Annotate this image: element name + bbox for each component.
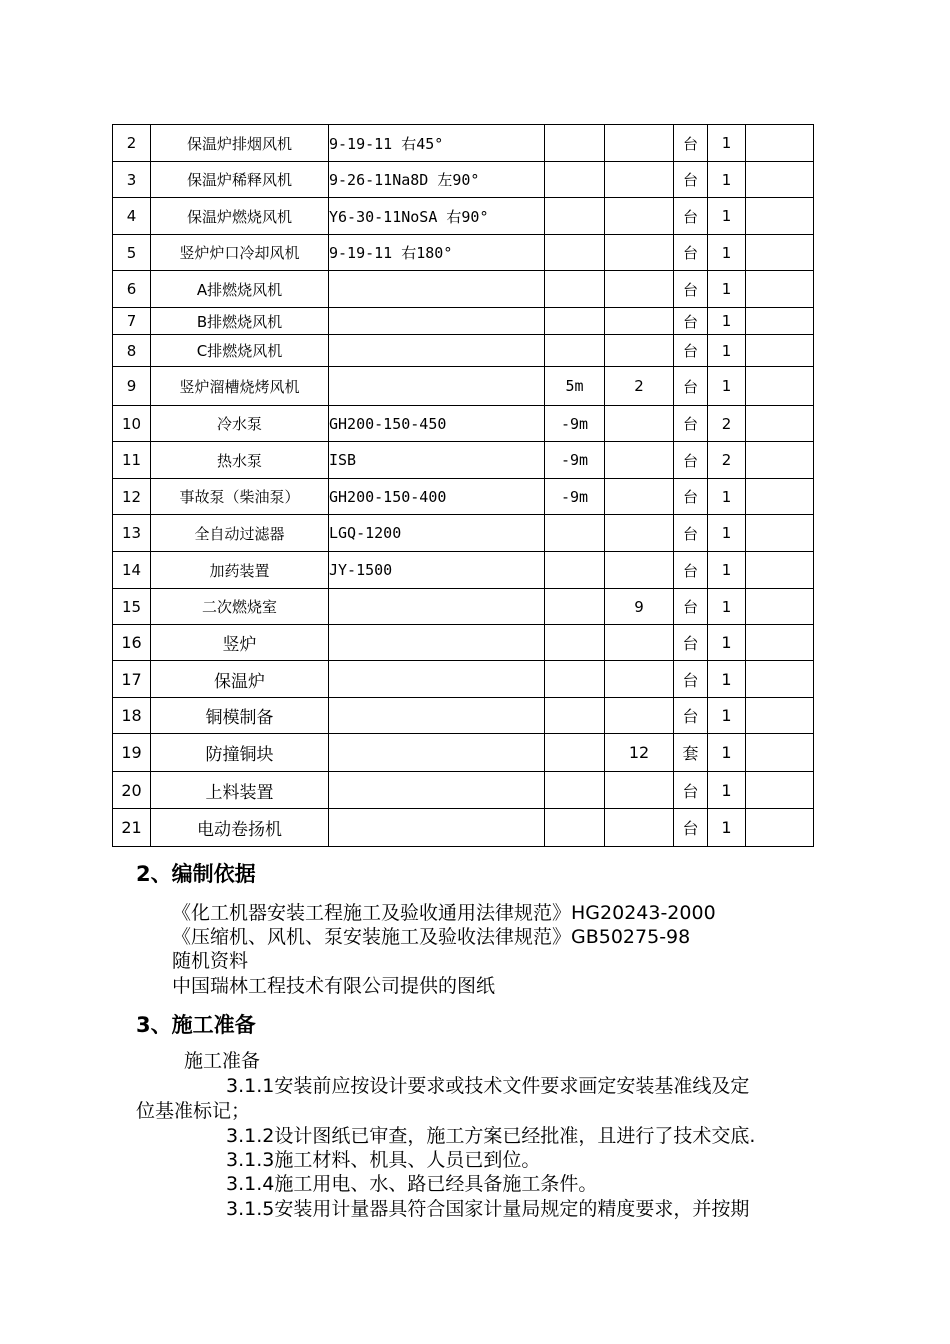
model-spec-cell: GH200-150-450 [329, 406, 545, 442]
unit-cell: 台 [674, 335, 708, 367]
remarks-cell [746, 589, 814, 625]
unit-cell: 台 [674, 367, 708, 406]
quantity-cell: 1 [708, 809, 746, 847]
quantity-cell: 1 [708, 589, 746, 625]
equipment-name-cell: 事故泵（柴油泵） [151, 479, 329, 515]
table-row [113, 235, 814, 271]
row-number-cell: 21 [113, 809, 151, 847]
table-row [113, 406, 814, 442]
unit-cell: 台 [674, 198, 708, 235]
prep-item-3-1-1-cont: 位基准标记； [136, 1100, 251, 1122]
weight-cell [605, 552, 674, 589]
weight-cell [605, 308, 674, 335]
row-number-cell: 14 [113, 552, 151, 589]
table-row [113, 335, 814, 367]
unit-cell: 台 [674, 125, 708, 162]
row-number-cell: 17 [113, 661, 151, 698]
row-number-cell: 10 [113, 406, 151, 442]
row-number-cell: 5 [113, 235, 151, 271]
model-spec-cell [329, 271, 545, 308]
unit-cell: 台 [674, 698, 708, 734]
section-3-subheading: 施工准备 [184, 1050, 261, 1072]
equipment-name-cell: A排燃烧风机 [151, 271, 329, 308]
weight-cell [605, 335, 674, 367]
equipment-name-cell: 竖炉 [151, 625, 329, 661]
model-spec-cell: 9-19-11 右180° [329, 235, 545, 271]
table-row [113, 162, 814, 198]
remarks-cell [746, 335, 814, 367]
elevation-cell [545, 271, 605, 308]
table-row [113, 442, 814, 479]
quantity-cell: 1 [708, 367, 746, 406]
equipment-table-body [113, 125, 814, 847]
section-2-heading: 2、编制依据 [136, 862, 256, 886]
reference-line-1: 《化工机器安装工程施工及验收通用法律规范》HG20243-2000 [172, 902, 716, 924]
unit-cell: 台 [674, 552, 708, 589]
row-number-cell: 7 [113, 308, 151, 335]
weight-cell [605, 198, 674, 235]
unit-cell: 台 [674, 442, 708, 479]
weight-cell [605, 406, 674, 442]
model-spec-cell: Y6-30-11NoSA 右90° [329, 198, 545, 235]
equipment-name-cell: 竖炉炉口冷却风机 [151, 235, 329, 271]
equipment-table [112, 124, 814, 847]
weight-cell [605, 479, 674, 515]
unit-cell: 台 [674, 406, 708, 442]
weight-cell [605, 125, 674, 162]
unit-cell: 台 [674, 661, 708, 698]
prep-item-3-1-1: 3.1.1安装前应按设计要求或技术文件要求画定安装基准线及定 [226, 1075, 750, 1097]
elevation-cell [545, 162, 605, 198]
row-number-cell: 4 [113, 198, 151, 235]
model-spec-cell [329, 661, 545, 698]
weight-cell [605, 809, 674, 847]
table-row [113, 772, 814, 809]
reference-line-3: 随机资料 [172, 950, 249, 972]
remarks-cell [746, 406, 814, 442]
quantity-cell: 1 [708, 734, 746, 772]
reference-line-2: 《压缩机、风机、泵安装施工及验收法律规范》GB50275-98 [172, 926, 691, 948]
model-spec-cell [329, 367, 545, 406]
model-spec-cell [329, 809, 545, 847]
table-row [113, 552, 814, 589]
model-spec-cell: 9-26-11Na8D 左90° [329, 162, 545, 198]
elevation-cell [545, 335, 605, 367]
table-row [113, 515, 814, 552]
remarks-cell [746, 552, 814, 589]
quantity-cell: 1 [708, 625, 746, 661]
model-spec-cell [329, 308, 545, 335]
remarks-cell [746, 235, 814, 271]
table-row [113, 625, 814, 661]
equipment-name-cell: B排燃烧风机 [151, 308, 329, 335]
unit-cell: 台 [674, 162, 708, 198]
unit-cell: 台 [674, 235, 708, 271]
weight-cell: 12 [605, 734, 674, 772]
equipment-name-cell: 防撞铜块 [151, 734, 329, 772]
equipment-name-cell: 全自动过滤器 [151, 515, 329, 552]
reference-line-4: 中国瑞林工程技术有限公司提供的图纸 [172, 975, 496, 997]
remarks-cell [746, 698, 814, 734]
elevation-cell [545, 235, 605, 271]
remarks-cell [746, 198, 814, 235]
quantity-cell: 1 [708, 552, 746, 589]
row-number-cell: 16 [113, 625, 151, 661]
quantity-cell: 2 [708, 442, 746, 479]
quantity-cell: 1 [708, 271, 746, 308]
model-spec-cell: 9-19-11 右45° [329, 125, 545, 162]
equipment-name-cell: 保温炉排烟风机 [151, 125, 329, 162]
section-3-heading: 3、施工准备 [136, 1013, 256, 1037]
unit-cell: 台 [674, 479, 708, 515]
table-row [113, 271, 814, 308]
elevation-cell [545, 772, 605, 809]
row-number-cell: 11 [113, 442, 151, 479]
row-number-cell: 15 [113, 589, 151, 625]
model-spec-cell: LGQ-1200 [329, 515, 545, 552]
model-spec-cell [329, 698, 545, 734]
table-row [113, 479, 814, 515]
quantity-cell: 1 [708, 661, 746, 698]
unit-cell: 台 [674, 271, 708, 308]
remarks-cell [746, 625, 814, 661]
elevation-cell [545, 198, 605, 235]
quantity-cell: 1 [708, 125, 746, 162]
equipment-name-cell: 保温炉 [151, 661, 329, 698]
row-number-cell: 6 [113, 271, 151, 308]
remarks-cell [746, 308, 814, 335]
model-spec-cell [329, 589, 545, 625]
unit-cell: 台 [674, 308, 708, 335]
table-row [113, 809, 814, 847]
remarks-cell [746, 162, 814, 198]
model-spec-cell: ISB [329, 442, 545, 479]
model-spec-cell [329, 772, 545, 809]
weight-cell [605, 625, 674, 661]
elevation-cell [545, 515, 605, 552]
weight-cell [605, 235, 674, 271]
row-number-cell: 20 [113, 772, 151, 809]
row-number-cell: 8 [113, 335, 151, 367]
unit-cell: 台 [674, 809, 708, 847]
prep-item-3-1-5: 3.1.5安装用计量器具符合国家计量局规定的精度要求，并按期 [226, 1198, 750, 1220]
row-number-cell: 18 [113, 698, 151, 734]
row-number-cell: 12 [113, 479, 151, 515]
unit-cell: 套 [674, 734, 708, 772]
elevation-cell [545, 125, 605, 162]
table-row [113, 125, 814, 162]
equipment-name-cell: 保温炉稀释风机 [151, 162, 329, 198]
remarks-cell [746, 772, 814, 809]
elevation-cell [545, 589, 605, 625]
weight-cell [605, 162, 674, 198]
table-row [113, 367, 814, 406]
unit-cell: 台 [674, 589, 708, 625]
equipment-name-cell: C排燃烧风机 [151, 335, 329, 367]
elevation-cell: 5m [545, 367, 605, 406]
remarks-cell [746, 661, 814, 698]
table-row [113, 698, 814, 734]
remarks-cell [746, 442, 814, 479]
row-number-cell: 3 [113, 162, 151, 198]
elevation-cell [545, 625, 605, 661]
weight-cell [605, 515, 674, 552]
prep-item-3-1-2: 3.1.2设计图纸已审查，施工方案已经批准，且进行了技术交底. [226, 1125, 756, 1147]
weight-cell [605, 698, 674, 734]
quantity-cell: 1 [708, 308, 746, 335]
quantity-cell: 1 [708, 335, 746, 367]
model-spec-cell [329, 734, 545, 772]
prep-item-3-1-3: 3.1.3施工材料、机具、人员已到位。 [226, 1149, 541, 1171]
remarks-cell [746, 125, 814, 162]
remarks-cell [746, 479, 814, 515]
quantity-cell: 2 [708, 406, 746, 442]
elevation-cell [545, 308, 605, 335]
row-number-cell: 9 [113, 367, 151, 406]
elevation-cell [545, 661, 605, 698]
row-number-cell: 13 [113, 515, 151, 552]
unit-cell: 台 [674, 625, 708, 661]
weight-cell: 2 [605, 367, 674, 406]
equipment-name-cell: 热水泵 [151, 442, 329, 479]
quantity-cell: 1 [708, 162, 746, 198]
elevation-cell [545, 809, 605, 847]
model-spec-cell [329, 625, 545, 661]
elevation-cell [545, 552, 605, 589]
equipment-name-cell: 保温炉燃烧风机 [151, 198, 329, 235]
equipment-name-cell: 铜模制备 [151, 698, 329, 734]
equipment-name-cell: 上料装置 [151, 772, 329, 809]
quantity-cell: 1 [708, 515, 746, 552]
table-row [113, 308, 814, 335]
row-number-cell: 19 [113, 734, 151, 772]
elevation-cell: -9m [545, 479, 605, 515]
unit-cell: 台 [674, 772, 708, 809]
model-spec-cell: JY-1500 [329, 552, 545, 589]
weight-cell: 9 [605, 589, 674, 625]
elevation-cell [545, 734, 605, 772]
quantity-cell: 1 [708, 235, 746, 271]
equipment-name-cell: 二次燃烧室 [151, 589, 329, 625]
equipment-name-cell: 加药装置 [151, 552, 329, 589]
quantity-cell: 1 [708, 772, 746, 809]
remarks-cell [746, 734, 814, 772]
equipment-name-cell: 电动卷扬机 [151, 809, 329, 847]
quantity-cell: 1 [708, 698, 746, 734]
elevation-cell: -9m [545, 442, 605, 479]
equipment-name-cell: 竖炉溜槽烧烤风机 [151, 367, 329, 406]
weight-cell [605, 772, 674, 809]
unit-cell: 台 [674, 515, 708, 552]
model-spec-cell [329, 335, 545, 367]
table-row [113, 198, 814, 235]
quantity-cell: 1 [708, 198, 746, 235]
weight-cell [605, 661, 674, 698]
row-number-cell: 2 [113, 125, 151, 162]
elevation-cell [545, 698, 605, 734]
table-row [113, 589, 814, 625]
weight-cell [605, 442, 674, 479]
quantity-cell: 1 [708, 479, 746, 515]
remarks-cell [746, 809, 814, 847]
remarks-cell [746, 271, 814, 308]
prep-item-3-1-4: 3.1.4施工用电、水、路已经具备施工条件。 [226, 1173, 598, 1195]
elevation-cell: -9m [545, 406, 605, 442]
model-spec-cell: GH200-150-400 [329, 479, 545, 515]
table-row [113, 734, 814, 772]
remarks-cell [746, 367, 814, 406]
equipment-name-cell: 冷水泵 [151, 406, 329, 442]
table-row [113, 661, 814, 698]
weight-cell [605, 271, 674, 308]
remarks-cell [746, 515, 814, 552]
